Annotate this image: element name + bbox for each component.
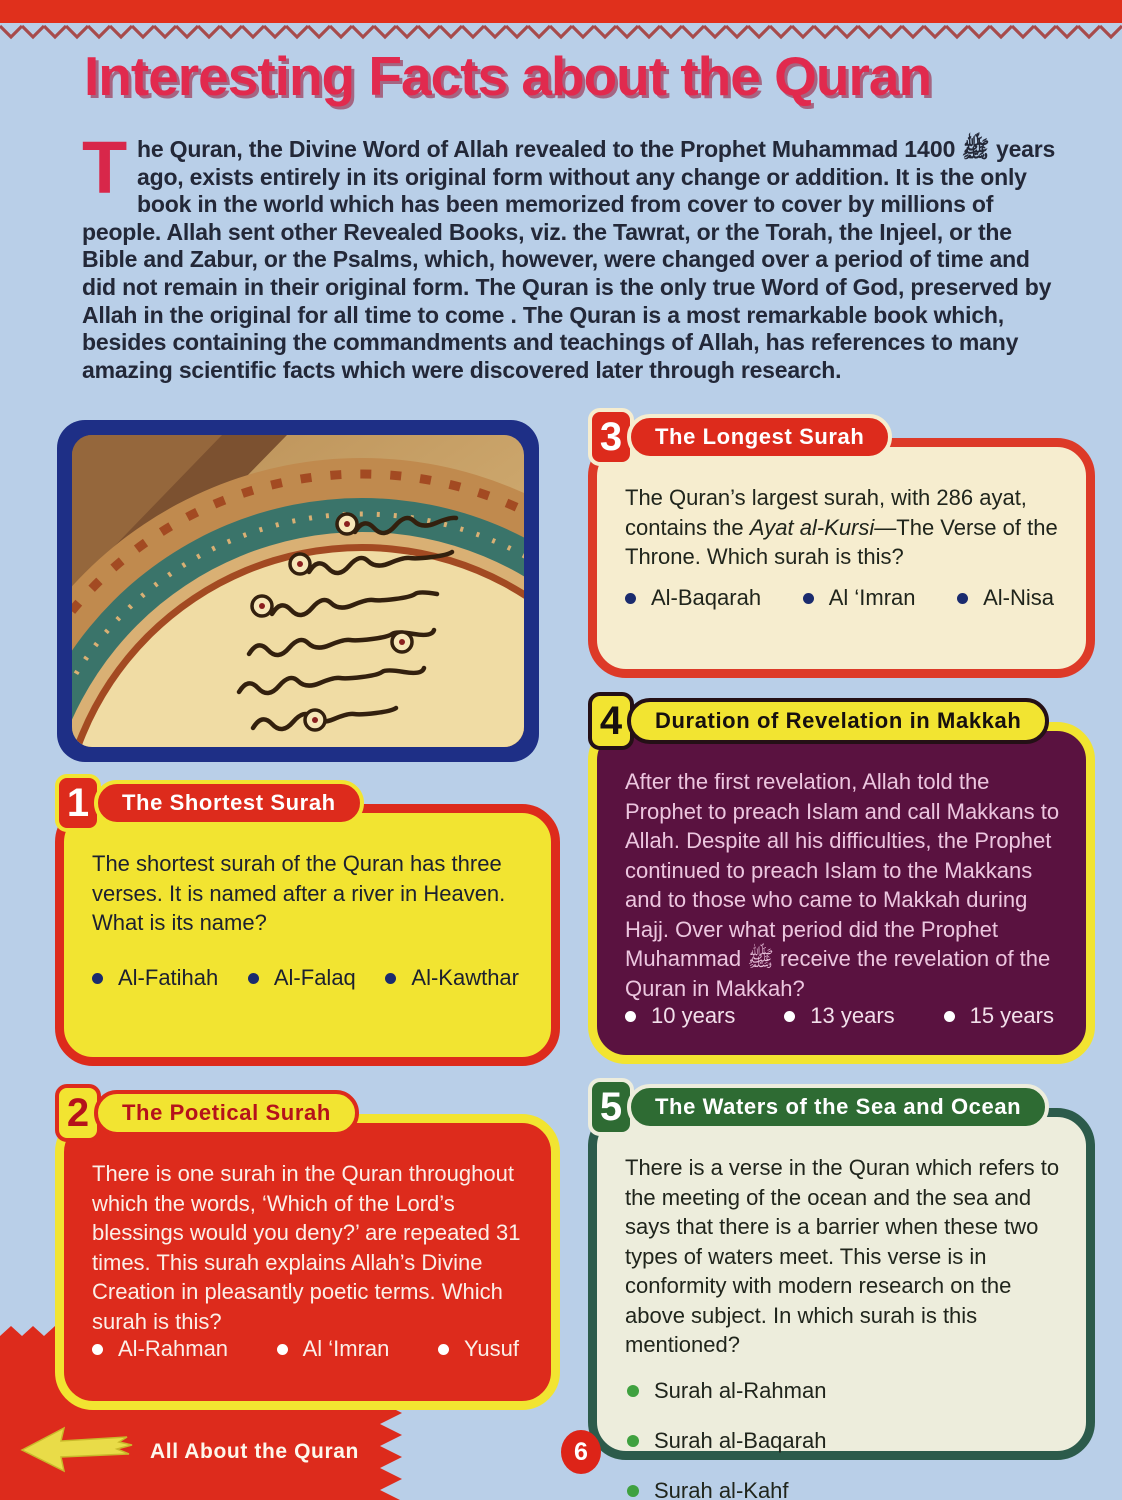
box-header <box>588 1078 1049 1136</box>
top-border-bar <box>0 0 1122 23</box>
box-question: The shortest surah of the Quran has three verses. It is named after a river in Heaven. What is its name? <box>92 851 506 935</box>
intro-text: he Quran, the Divine Word of Allah revealed to the Prophet Muhammad ﷺ 1400 years ago, exists entirely in its original form without any change or addition. It is the only book in the world which has been memorized from cover to cover by millions of people. Allah sent other Revealed Books, viz. the Tawrat, or the Torah, the Injeel, or the Bible and Zabur, or the Psalms, which, however, were changed over a period of time and did not remain in their original form. The Quran is the only true Word of God, preserved by Allah in the original for all time to come . The Quran is a most remarkable book which, besides containing the commandments and teachings of Allah, has references to many amazing scientific facts which were discovered later through research. <box>82 136 1056 383</box>
box-body <box>55 804 560 1066</box>
bullet-icon <box>957 593 968 604</box>
box-header <box>588 692 1049 750</box>
option-label: Al-Fatihah <box>118 965 219 990</box>
box-heading: The Shortest Surah <box>94 780 364 826</box>
option-label: Al-Nisa <box>983 585 1054 610</box>
box-body <box>55 1114 560 1410</box>
box-number-badge: 3 <box>588 408 634 466</box>
option-label: 10 years <box>651 1003 736 1028</box>
box-body <box>588 1108 1095 1500</box>
box-header <box>55 1084 359 1142</box>
box-heading: The Poetical Surah <box>94 1090 359 1136</box>
bullet-icon <box>438 1344 449 1355</box>
box-question: The Quran’s largest surah, with 286 ayat, contains the Ayat al-Kursi—The Verse of the Throne. Which surah is this? <box>625 485 1058 569</box>
answer-option <box>385 965 519 991</box>
bullet-icon <box>627 1435 639 1447</box>
answer-option <box>277 1336 390 1362</box>
box-number-badge: 1 <box>55 774 101 832</box>
answer-option <box>803 585 916 611</box>
answer-option <box>625 1003 735 1029</box>
box-heading: The Longest Surah <box>627 414 892 460</box>
answer-option <box>784 1003 894 1029</box>
box-header <box>588 408 892 466</box>
quiz-box <box>588 414 1095 678</box>
option-label: Al-Baqarah <box>651 585 762 610</box>
bullet-icon <box>248 973 259 984</box>
box-options <box>625 585 1060 611</box>
bullet-icon <box>944 1011 955 1022</box>
quiz-box <box>588 1084 1095 1500</box>
zigzag-border-top-icon <box>0 23 1122 43</box>
box-options <box>92 1336 525 1362</box>
option-label: Al-Falaq <box>273 965 356 990</box>
box-number-badge: 5 <box>588 1078 634 1136</box>
box-question: After the first revelation, Allah told the Prophet to preach Islam and call Makkans to Allah. Despite all his difficulties, the Prophet continued to preach Islam to the Makkans and to those who came to Makkah during Hajj. Over what period did the Prophet Muhammad ﷺ receive the revelation of the Quran in Makkah? <box>625 769 1060 1001</box>
answer-option <box>944 1003 1054 1029</box>
box-heading: The Waters of the Sea and Ocean <box>627 1084 1049 1130</box>
answer-option <box>957 585 1054 611</box>
box-header <box>55 774 364 832</box>
bullet-icon <box>277 1344 288 1355</box>
option-label: Al ‘Imran <box>828 585 916 610</box>
option-label: 13 years <box>810 1003 895 1028</box>
option-label: Al-Kawthar <box>411 965 519 990</box>
bullet-icon <box>92 1344 103 1355</box>
answer-option <box>627 1378 1054 1404</box>
answer-option <box>625 585 761 611</box>
bullet-icon <box>385 973 396 984</box>
box-number-badge: 4 <box>588 692 634 750</box>
intro-dropcap: T <box>82 126 128 209</box>
option-label: Al-Rahman <box>118 1336 229 1361</box>
option-label: Surah al-Kahf <box>654 1477 789 1500</box>
box-options <box>625 1378 1060 1500</box>
bullet-icon <box>627 1485 639 1497</box>
box-heading: Duration of Revelation in Makkah <box>627 698 1049 744</box>
option-label: Surah al-Rahman <box>654 1377 827 1403</box>
box-number-badge: 2 <box>55 1084 101 1142</box>
answer-option <box>92 1336 228 1362</box>
bullet-icon <box>92 973 103 984</box>
quran-photo <box>57 420 539 767</box>
quran-photo-image <box>57 420 539 762</box>
bullet-icon <box>625 1011 636 1022</box>
option-label: 15 years <box>969 1003 1054 1028</box>
box-options <box>92 965 525 991</box>
box-question: There is one surah in the Quran throughout which the words, ‘Which of the Lord’s blessings would you deny?’ are repeated 31 times. This surah explains Allah’s Divine Creation in pleasantly poetic terms. Which surah is this? <box>92 1161 521 1334</box>
page-number-badge: 6 <box>561 1430 601 1474</box>
intro-paragraph <box>82 126 1062 384</box>
quiz-box <box>55 1090 560 1410</box>
option-label: Surah al-Baqarah <box>654 1427 827 1453</box>
bullet-icon <box>627 1385 639 1397</box>
box-options <box>625 1003 1060 1029</box>
bullet-icon <box>625 593 636 604</box>
option-label: Yusuf <box>463 1336 519 1361</box>
bullet-icon <box>784 1011 795 1022</box>
answer-option <box>438 1336 519 1362</box>
answer-option <box>92 965 218 991</box>
quiz-box <box>55 780 560 1066</box>
box-question: There is a verse in the Quran which refers to the meeting of the ocean and the sea and says that there is a barrier when these two types of waters meet. This verse is in conformity with modern research on the above subject. In which surah is this mentioned? <box>625 1155 1060 1357</box>
box-body <box>588 438 1095 678</box>
quiz-box <box>588 698 1095 1064</box>
answer-option <box>627 1478 1054 1500</box>
answer-option <box>248 965 356 991</box>
footer-section-label: All About the Quran <box>150 1440 359 1463</box>
bullet-icon <box>803 593 814 604</box>
page-title: Interesting Facts about the Quran <box>84 45 932 107</box>
answer-option <box>627 1428 1054 1454</box>
option-label: Al ‘Imran <box>302 1336 390 1361</box>
box-body <box>588 722 1095 1064</box>
